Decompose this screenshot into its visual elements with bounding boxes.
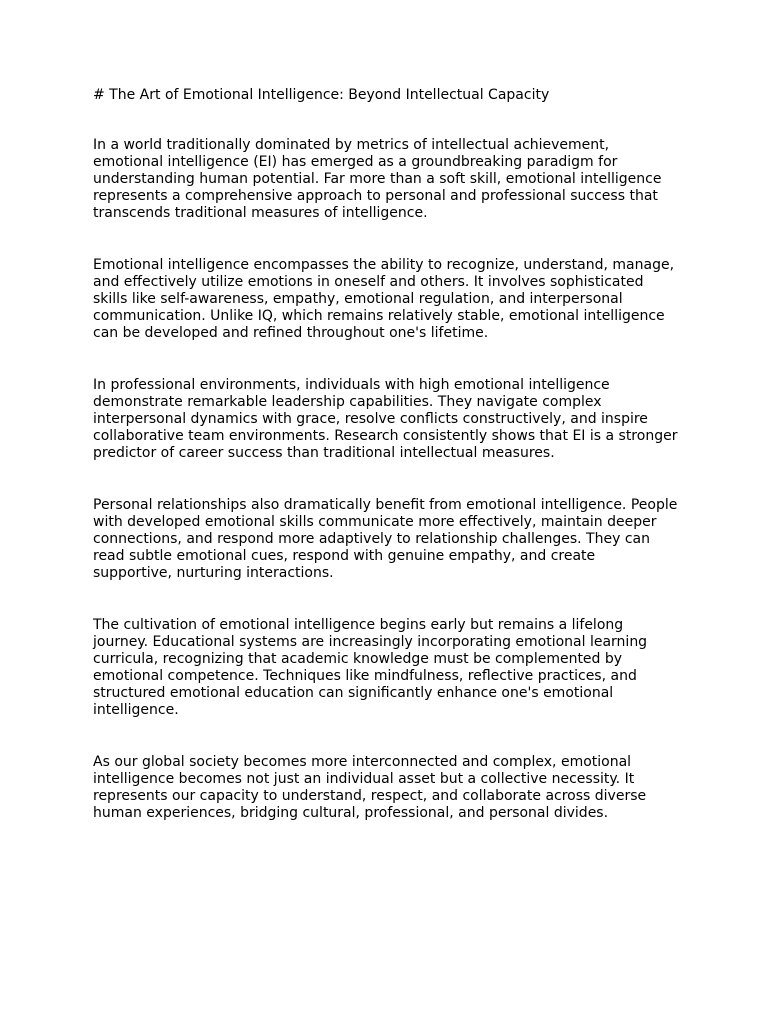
paragraph-definition: Emotional intelligence encompasses the ability to recognize, understand, manage, and effectively utilize emotions in oneself and others. It involves sophisticated skills like self-awareness, empathy, emotional regulation, and interpersonal communication. Unlike IQ, which remains relatively stable, emotional intelligence can be developed and refined throughout one's lifetime. <box>93 257 675 341</box>
paragraph-relationships: Personal relationships also dramatically benefit from emotional intelligence. People with developed emotional skills communicate more effectively, maintain deeper connections, and respond more adaptively to relationship challenges. They can read subtle emotional cues, respond with genuine empathy, and create supportive, nurturing interactions. <box>93 497 678 581</box>
paragraph-professional: In professional environments, individuals with high emotional intelligence demonstrate remarkable leadership capabilities. They navigate complex interpersonal dynamics with grace, resolve conflicts constructively, and inspire collaborative team environments. Research consistently shows that EI is a stronger predictor of career success than traditional intellectual measures. <box>93 377 678 461</box>
paragraph-cultivation: The cultivation of emotional intelligence begins early but remains a lifelong journey. Educational systems are increasingly incorporating emotional learning curricula, recognizing that academic knowledge must be complemented by emotional competence. Techniques like mindfulness, reflective practices, and structured emotional education can significantly enhance one's emotional intelligence. <box>93 617 648 718</box>
paragraph-conclusion: As our global society becomes more interconnected and complex, emotional intelligence becomes not just an individual asset but a collective necessity. It represents our capacity to understand, respect, and collaborate across diverse human experiences, bridging cultural, professional, and personal divides. <box>93 754 647 821</box>
document-title: # The Art of Emotional Intelligence: Beyond Intellectual Capacity <box>93 87 550 103</box>
paragraph-intro: In a world traditionally dominated by metrics of intellectual achievement, emotional intelligence (EI) has emerged as a groundbreaking paradigm for understanding human potential. Far more than a soft skill, emotional intelligence represents a comprehensive approach to personal and professional success that transcends traditional measures of intelligence. <box>93 137 662 221</box>
